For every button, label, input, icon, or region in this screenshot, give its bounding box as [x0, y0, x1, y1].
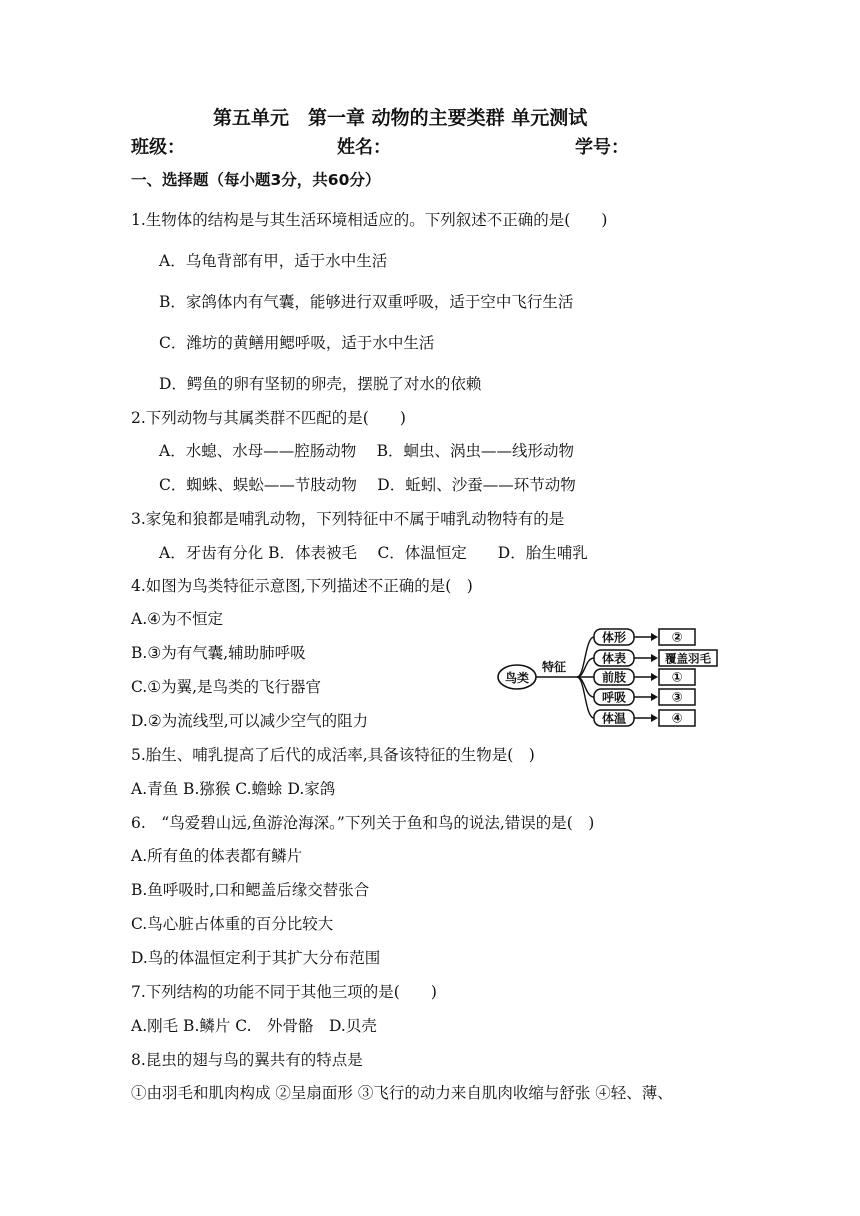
option-d: D.②为流线型,可以减少空气的阻力	[131, 712, 369, 730]
feature-value: ③	[671, 690, 683, 706]
diagram-row	[594, 710, 695, 727]
options: A.青鱼 B.猕猴 C.蟾蜍 D.家鸽	[131, 780, 336, 798]
option-b: B.③为有气囊,辅助肺呼吸	[131, 644, 306, 662]
feature-value: ②	[671, 630, 683, 646]
option-a: A.所有鱼的体表都有鳞片	[131, 847, 303, 865]
feature-value: ④	[671, 711, 683, 727]
option-a: A．乌龟背部有甲，适于水中生活	[159, 252, 388, 270]
option-b: B．家鸽体内有气囊，能够进行双重呼吸，适于空中飞行生活	[159, 293, 574, 311]
question-stem: 5.胎生、哺乳提高了后代的成活率,具备该特征的生物是( )	[131, 746, 535, 764]
options-ab: A．水螅、水母——腔肠动物 B．蛔虫、涡虫——线形动物	[159, 442, 575, 460]
feature-label: 体表	[601, 651, 627, 666]
option-c: C．潍坊的黄鳝用鳃呼吸，适于水中生活	[159, 334, 435, 352]
options: A.刚毛 B.鳞片 C. 外骨骼 D.贝壳	[131, 1017, 377, 1035]
class-label: 班级：	[131, 137, 185, 158]
question-stem: 6. “鸟爱碧山远,鱼游沧海深。”下列关于鱼和鸟的说法,错误的是( )	[131, 814, 595, 832]
root-label: 鸟类	[504, 671, 530, 685]
bird-features-diagram	[495, 627, 725, 732]
page-title: 第五单元 第一章 动物的主要类群 单元测试	[213, 107, 588, 129]
student-id-label: 学号：	[575, 137, 629, 158]
option-c: C.①为翼,是鸟类的飞行器官	[131, 678, 322, 696]
feature-value: 覆盖羽毛	[665, 651, 711, 666]
diagram-row	[594, 629, 695, 646]
feature-label: 前肢	[601, 670, 627, 685]
arrow-head-icon	[651, 673, 658, 681]
feature-label: 特征	[541, 660, 567, 674]
options: ①由羽毛和肌肉构成 ②呈扇面形 ③飞行的动力来自肌肉收缩与舒张 ④轻、薄、	[131, 1084, 673, 1102]
feature-label: 体温	[601, 711, 627, 726]
section-heading: 一、选择题（每小题3分，共60分）	[131, 171, 381, 189]
question-stem: 3.家兔和狼都是哺乳动物，下列特征中不属于哺乳动物特有的是	[131, 510, 565, 528]
feature-value: ①	[671, 670, 683, 686]
option-d: D.鸟的体温恒定利于其扩大分布范围	[131, 949, 381, 967]
question-stem: 1.生物体的结构是与其生活环境相适应的。下列叙述不正确的是( )	[131, 211, 608, 229]
question-stem: 8.昆虫的翅与鸟的翼共有的特点是	[131, 1051, 363, 1069]
question-stem: 2.下列动物与其属类群不匹配的是( )	[131, 409, 406, 427]
arrow-head-icon	[651, 654, 658, 662]
arrow-head-icon	[651, 693, 658, 701]
diagram-row	[594, 650, 717, 666]
diagram-row	[594, 689, 695, 706]
diagram-row	[594, 669, 695, 686]
option-b: B.鱼呼吸时,口和鳃盖后缘交替张合	[131, 881, 370, 899]
name-label: 姓名：	[337, 137, 391, 158]
options-cd: C．蜘蛛、蜈蚣——节肢动物 D．蚯蚓、沙蚕——环节动物	[159, 476, 576, 494]
arrow-head-icon	[651, 714, 658, 722]
options: A．牙齿有分化 B．体表被毛 C．体温恒定 D．胎生哺乳	[159, 544, 588, 562]
option-c: C.鸟心脏占体重的百分比较大	[131, 915, 334, 933]
question-stem: 7.下列结构的功能不同于其他三项的是( )	[131, 983, 437, 1001]
feature-label: 体形	[601, 630, 627, 645]
option-a: A.④为不恒定	[131, 610, 224, 628]
arrow-head-icon	[651, 633, 658, 641]
option-d: D．鳄鱼的卵有坚韧的卵壳，摆脱了对水的依赖	[159, 375, 482, 393]
feature-label: 呼吸	[601, 690, 627, 705]
question-stem: 4.如图为鸟类特征示意图,下列描述不正确的是( )	[131, 577, 473, 595]
